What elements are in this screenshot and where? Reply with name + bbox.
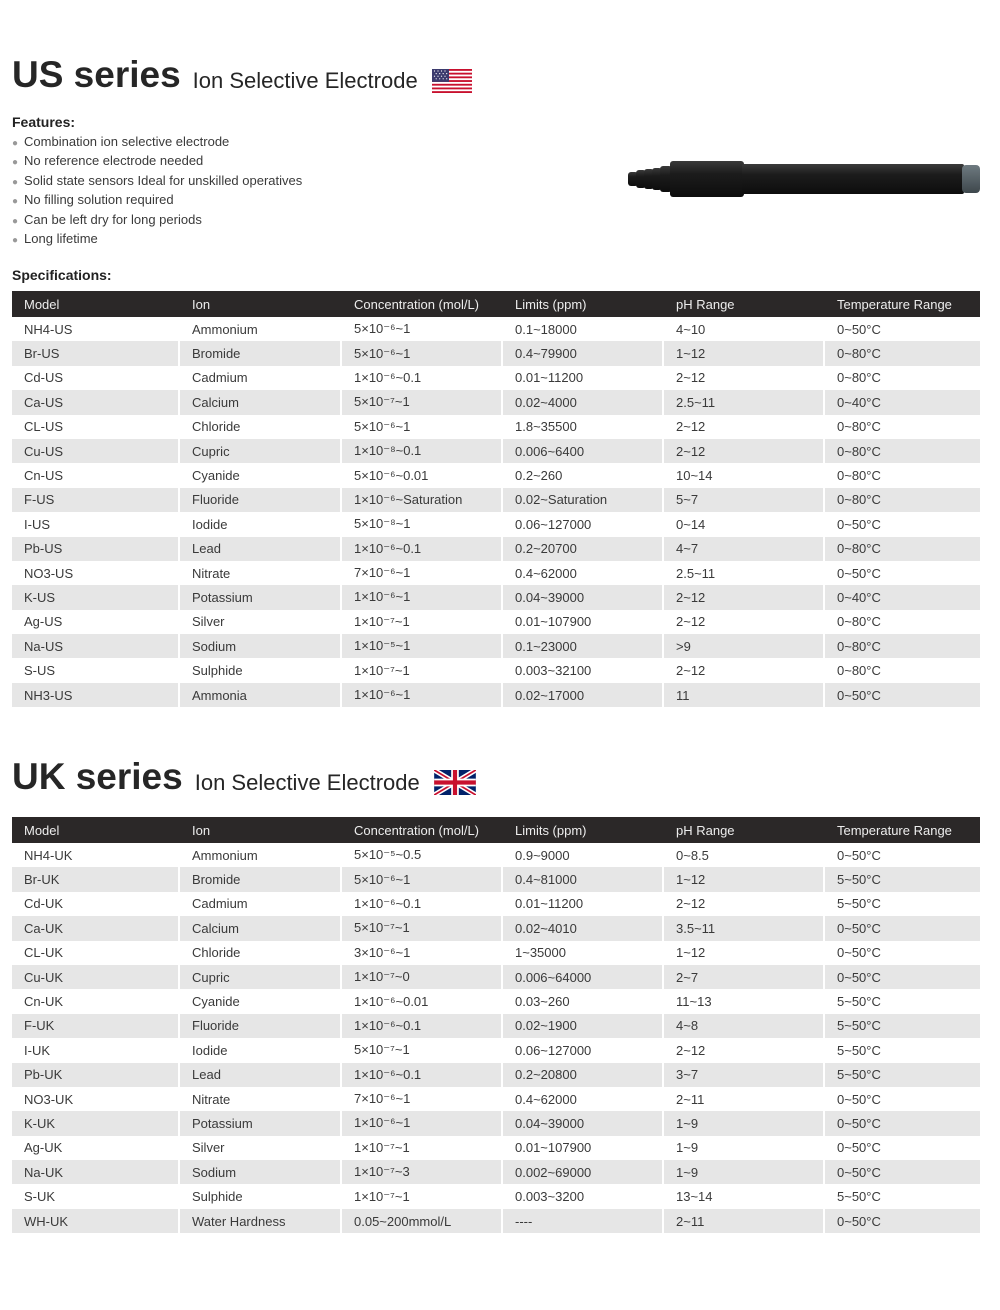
table-row (12, 366, 980, 390)
model-cell: K-UK (12, 1111, 180, 1135)
ion-cell: Potassium (180, 1111, 342, 1135)
model-cell: NH4-UK (12, 843, 180, 867)
ion-cell: Nitrate (180, 1087, 342, 1111)
ph-range-cell: 4~7 (664, 537, 825, 561)
column-header: Ion (180, 291, 342, 317)
ph-range-cell: 10~14 (664, 463, 825, 487)
table-row (12, 488, 980, 512)
table-row (12, 439, 980, 463)
ph-range-cell: 1~12 (664, 941, 825, 965)
ph-range-cell: 13~14 (664, 1184, 825, 1208)
column-header: Ion (180, 817, 342, 843)
model-cell: NH3-US (12, 683, 180, 707)
temperature-range-cell: 0~80°C (825, 488, 980, 512)
concentration-cell: 5×10⁻⁶~1 (342, 317, 503, 341)
bullet-icon: ● (12, 157, 19, 169)
feature-item (12, 210, 302, 229)
limits-cell: 0.003~32100 (503, 658, 664, 682)
temperature-range-cell: 0~80°C (837, 663, 881, 679)
ion-cell: Sulphide (180, 658, 342, 682)
model-cell: Pb-US (12, 537, 180, 561)
limits-cell: 0.1~18000 (503, 317, 664, 341)
model-cell: CL-US (12, 415, 180, 439)
table-row (12, 561, 980, 585)
model-cell: I-US (12, 512, 180, 536)
limits-cell: 0.01~107900 (503, 1136, 664, 1160)
model-cell: Br-UK (12, 867, 180, 891)
table-row (12, 1184, 980, 1208)
ph-range-cell: 2~12 (664, 658, 825, 682)
temperature-range-cell: 0~50°C (837, 945, 881, 961)
ion-cell: Water Hardness (180, 1209, 342, 1233)
ion-cell: Nitrate (180, 561, 342, 585)
concentration-cell: 5×10⁻⁷~1 (342, 390, 503, 414)
table-row (12, 843, 980, 867)
table-row (12, 1063, 980, 1087)
column-header: pH Range (664, 291, 825, 317)
limits-cell: 0.06~127000 (503, 1038, 664, 1062)
model-cell: F-US (12, 488, 180, 512)
temperature-range-cell: 0~50°C (825, 1160, 980, 1184)
model-cell: S-US (12, 658, 180, 682)
table-row (12, 892, 980, 916)
limits-cell: 0.006~6400 (503, 439, 664, 463)
concentration-cell: 3×10⁻⁶~1 (342, 941, 503, 965)
limits-cell: 0.4~81000 (503, 867, 664, 891)
limits-cell: 0.2~260 (503, 463, 664, 487)
concentration-cell: 7×10⁻⁶~1 (342, 561, 503, 585)
concentration-cell: 1×10⁻⁸~0.1 (342, 439, 503, 463)
concentration-cell: 1×10⁻⁶~1 (342, 1111, 503, 1135)
temperature-range-cell: 0~50°C (837, 565, 881, 581)
model-cell: Cu-UK (12, 965, 180, 989)
model-cell: NO3-US (12, 561, 180, 585)
concentration-cell: 5×10⁻⁷~1 (342, 1038, 503, 1062)
concentration-cell: 5×10⁻⁵~0.5 (342, 843, 503, 867)
temperature-range-cell: 5~50°C (837, 994, 881, 1010)
ph-range-cell: 4~10 (664, 317, 825, 341)
column-header: Concentration (mol/L) (342, 291, 503, 317)
ph-range-cell: 2~12 (664, 892, 825, 916)
concentration-cell: 1×10⁻⁵~1 (342, 634, 503, 658)
ph-range-cell: 1~9 (664, 1111, 825, 1135)
temperature-range-cell: 0~80°C (837, 370, 881, 386)
feature-text: No reference electrode needed (24, 153, 204, 169)
feature-item (12, 151, 302, 170)
table-row (12, 1014, 980, 1038)
us-table-body (12, 317, 980, 707)
ph-range-cell: >9 (664, 634, 825, 658)
temperature-range-cell: 0~50°C (825, 1209, 980, 1233)
temperature-range-cell: 0~80°C (825, 439, 980, 463)
uk-series-subtitle: Ion Selective Electrode (194, 770, 420, 795)
temperature-range-cell: 0~80°C (825, 537, 980, 561)
ph-range-cell: 2~12 (664, 610, 825, 634)
table-row (12, 390, 980, 414)
ph-range-cell: 5~7 (664, 488, 825, 512)
table-header-row (12, 291, 980, 317)
limits-cell: 0.006~64000 (503, 965, 664, 989)
ion-cell: Lead (180, 1063, 342, 1087)
ph-range-cell: 2~12 (664, 366, 825, 390)
ion-cell: Calcium (180, 916, 342, 940)
table-row (12, 1209, 980, 1233)
table-row (12, 941, 980, 965)
concentration-cell: 1×10⁻⁶~0.1 (342, 1063, 503, 1087)
temperature-range-cell: 0~50°C (825, 683, 980, 707)
us-flag-icon (432, 69, 472, 93)
ph-range-cell: 0~8.5 (664, 843, 825, 867)
ph-range-cell: 2~12 (664, 585, 825, 609)
feature-item (12, 229, 302, 248)
model-cell: Cd-UK (12, 892, 180, 916)
limits-cell: 0.2~20800 (503, 1063, 664, 1087)
temperature-range-cell: 0~50°C (837, 1091, 881, 1107)
column-header: Limits (ppm) (503, 291, 664, 317)
limits-cell: 0.04~39000 (503, 1111, 664, 1135)
limits-cell: 0.02~4010 (503, 916, 664, 940)
model-cell: Cn-US (12, 463, 180, 487)
ion-cell: Chloride (180, 941, 342, 965)
model-cell: Na-US (12, 634, 180, 658)
table-row (12, 1160, 980, 1184)
model-cell: Cu-US (12, 439, 180, 463)
ion-cell: Cyanide (180, 463, 342, 487)
uk-series-heading (12, 758, 476, 795)
table-row (12, 1111, 980, 1135)
table-row (12, 317, 980, 341)
model-cell: Pb-UK (12, 1063, 180, 1087)
temperature-range-cell: 0~50°C (837, 516, 881, 532)
model-cell: Cd-US (12, 366, 180, 390)
ion-cell: Iodide (180, 1038, 342, 1062)
feature-item (12, 190, 302, 209)
ion-cell: Fluoride (180, 488, 342, 512)
table-row (12, 463, 980, 487)
features-list (12, 132, 302, 248)
limits-cell: 0.06~127000 (503, 512, 664, 536)
bullet-icon: ● (12, 234, 19, 246)
model-cell: NO3-UK (12, 1087, 180, 1111)
ion-cell: Ammonium (180, 317, 342, 341)
temperature-range-cell: 0~50°C (825, 1111, 980, 1135)
limits-cell: 0.002~69000 (503, 1160, 664, 1184)
temperature-range-cell: 5~50°C (837, 1189, 881, 1205)
ph-range-cell: 2~7 (664, 965, 825, 989)
concentration-cell: 5×10⁻⁸~1 (342, 512, 503, 536)
limits-cell: 0.01~11200 (503, 892, 664, 916)
ph-range-cell: 1~9 (664, 1136, 825, 1160)
model-cell: Cn-UK (12, 989, 180, 1013)
table-row (12, 916, 980, 940)
limits-cell: 0.02~17000 (503, 683, 664, 707)
concentration-cell: 1×10⁻⁶~Saturation (342, 488, 503, 512)
column-header: Model (12, 291, 180, 317)
limits-cell: 0.4~62000 (503, 561, 664, 585)
column-header: Temperature Range (825, 817, 980, 843)
table-row (12, 965, 980, 989)
ion-cell: Sodium (180, 634, 342, 658)
ph-range-cell: 1~9 (664, 1160, 825, 1184)
concentration-cell: 1×10⁻⁶~1 (342, 585, 503, 609)
feature-text: Solid state sensors Ideal for unskilled operatives (24, 172, 303, 188)
limits-cell: 0.1~23000 (503, 634, 664, 658)
limits-cell: 0.02~Saturation (503, 488, 664, 512)
ion-cell: Cyanide (180, 989, 342, 1013)
temperature-range-cell: 0~50°C (825, 916, 980, 940)
ion-cell: Calcium (180, 390, 342, 414)
table-row (12, 634, 980, 658)
table-row (12, 512, 980, 536)
table-row (12, 537, 980, 561)
temperature-range-cell: 5~50°C (837, 1042, 881, 1058)
column-header: Temperature Range (825, 291, 980, 317)
specifications-title: Specifications: (12, 267, 112, 283)
features-section (12, 114, 302, 248)
model-cell: S-UK (12, 1184, 180, 1208)
concentration-cell: 1×10⁻⁷~1 (342, 610, 503, 634)
table-row (12, 585, 980, 609)
uk-series-title: UK series (12, 756, 183, 797)
feature-text: Long lifetime (24, 230, 98, 246)
ion-cell: Ammonia (180, 683, 342, 707)
uk-table-body (12, 843, 980, 1233)
ion-cell: Chloride (180, 415, 342, 439)
ph-range-cell: 1~12 (664, 867, 825, 891)
ph-range-cell: 11~13 (664, 989, 825, 1013)
limits-cell: 0.02~4000 (503, 390, 664, 414)
table-row (12, 1136, 980, 1160)
temperature-range-cell: 0~80°C (825, 634, 980, 658)
ion-cell: Sulphide (180, 1184, 342, 1208)
temperature-range-cell: 5~50°C (825, 867, 980, 891)
ion-cell: Iodide (180, 512, 342, 536)
feature-text: No filling solution required (24, 192, 174, 208)
ph-range-cell: 2~12 (664, 439, 825, 463)
bullet-icon: ● (12, 215, 19, 227)
electrode-probe-image (628, 150, 980, 210)
concentration-cell: 1×10⁻⁶~0.01 (342, 989, 503, 1013)
ion-cell: Ammonium (180, 843, 342, 867)
table-row (12, 683, 980, 707)
concentration-cell: 1×10⁻⁷~1 (342, 1136, 503, 1160)
ph-range-cell: 2~11 (664, 1087, 825, 1111)
ph-range-cell: 0~14 (664, 512, 825, 536)
limits-cell: 0.01~11200 (503, 366, 664, 390)
bullet-icon: ● (12, 176, 19, 188)
us-series-title: US series (12, 54, 181, 95)
ph-range-cell: 2~12 (664, 1038, 825, 1062)
limits-cell: 0.4~62000 (503, 1087, 664, 1111)
model-cell: Ca-UK (12, 916, 180, 940)
ph-range-cell: 2.5~11 (664, 561, 825, 585)
ph-range-cell: 4~8 (664, 1014, 825, 1038)
temperature-range-cell: 0~80°C (837, 419, 881, 435)
feature-text: Can be left dry for long periods (24, 211, 202, 227)
temperature-range-cell: 0~50°C (837, 847, 881, 863)
ph-range-cell: 1~12 (664, 341, 825, 365)
feature-item (12, 132, 302, 151)
model-cell: I-UK (12, 1038, 180, 1062)
uk-flag-icon (434, 770, 476, 795)
limits-cell: 0.9~9000 (503, 843, 664, 867)
limits-cell: ---- (503, 1209, 664, 1233)
uk-spec-table (12, 817, 980, 1233)
concentration-cell: 1×10⁻⁶~0.1 (342, 537, 503, 561)
limits-cell: 0.2~20700 (503, 537, 664, 561)
limits-cell: 0.04~39000 (503, 585, 664, 609)
concentration-cell: 7×10⁻⁶~1 (342, 1087, 503, 1111)
model-cell: WH-UK (12, 1209, 180, 1233)
concentration-cell: 5×10⁻⁶~1 (342, 867, 503, 891)
concentration-cell: 1×10⁻⁷~1 (342, 658, 503, 682)
limits-cell: 0.02~1900 (503, 1014, 664, 1038)
model-cell: K-US (12, 585, 180, 609)
limits-cell: 1~35000 (503, 941, 664, 965)
model-cell: F-UK (12, 1014, 180, 1038)
limits-cell: 0.01~107900 (503, 610, 664, 634)
concentration-cell: 5×10⁻⁶~0.01 (342, 463, 503, 487)
table-row (12, 1087, 980, 1111)
temperature-range-cell: 0~40°C (825, 390, 980, 414)
table-row (12, 341, 980, 365)
ion-cell: Sodium (180, 1160, 342, 1184)
ion-cell: Cupric (180, 439, 342, 463)
table-row (12, 867, 980, 891)
ph-range-cell: 2~11 (664, 1209, 825, 1233)
ion-cell: Silver (180, 610, 342, 634)
model-cell: Ag-US (12, 610, 180, 634)
table-row (12, 415, 980, 439)
ion-cell: Cadmium (180, 892, 342, 916)
temperature-range-cell: 0~80°C (837, 468, 881, 484)
column-header: pH Range (664, 817, 825, 843)
ion-cell: Potassium (180, 585, 342, 609)
table-row (12, 658, 980, 682)
concentration-cell: 1×10⁻⁶~0.1 (342, 1014, 503, 1038)
concentration-cell: 1×10⁻⁶~1 (342, 683, 503, 707)
model-cell: Ca-US (12, 390, 180, 414)
ion-cell: Bromide (180, 341, 342, 365)
table-row (12, 610, 980, 634)
ion-cell: Cadmium (180, 366, 342, 390)
limits-cell: 1.8~35500 (503, 415, 664, 439)
feature-text: Combination ion selective electrode (24, 134, 230, 149)
concentration-cell: 1×10⁻⁷~3 (342, 1160, 503, 1184)
ion-cell: Fluoride (180, 1014, 342, 1038)
ion-cell: Cupric (180, 965, 342, 989)
ph-range-cell: 3.5~11 (664, 916, 825, 940)
bullet-icon: ● (12, 138, 19, 149)
us-spec-table (12, 291, 980, 707)
column-header: Concentration (mol/L) (342, 817, 503, 843)
temperature-range-cell: 0~50°C (837, 321, 881, 337)
temperature-range-cell: 0~50°C (837, 1140, 881, 1156)
ion-cell: Silver (180, 1136, 342, 1160)
concentration-cell: 1×10⁻⁷~0 (342, 965, 503, 989)
temperature-range-cell: 5~50°C (825, 1014, 980, 1038)
table-row (12, 1038, 980, 1062)
temperature-range-cell: 5~50°C (837, 896, 881, 912)
us-series-subtitle: Ion Selective Electrode (192, 68, 418, 93)
ph-range-cell: 2.5~11 (664, 390, 825, 414)
bullet-icon: ● (12, 196, 19, 208)
temperature-range-cell: 0~40°C (825, 585, 980, 609)
concentration-cell: 0.05~200mmol/L (342, 1209, 503, 1233)
temperature-range-cell: 5~50°C (825, 1063, 980, 1087)
concentration-cell: 1×10⁻⁶~0.1 (342, 892, 503, 916)
features-title: Features: (12, 114, 76, 130)
table-row (12, 989, 980, 1013)
ph-range-cell: 11 (664, 683, 825, 707)
concentration-cell: 5×10⁻⁶~1 (342, 341, 503, 365)
model-cell: Na-UK (12, 1160, 180, 1184)
concentration-cell: 5×10⁻⁶~1 (342, 415, 503, 439)
ion-cell: Bromide (180, 867, 342, 891)
model-cell: CL-UK (12, 941, 180, 965)
model-cell: Ag-UK (12, 1136, 180, 1160)
model-cell: NH4-US (12, 317, 180, 341)
column-header: Model (12, 817, 180, 843)
column-header: Limits (ppm) (503, 817, 664, 843)
concentration-cell: 5×10⁻⁷~1 (342, 916, 503, 940)
limits-cell: 0.003~3200 (503, 1184, 664, 1208)
ph-range-cell: 2~12 (664, 415, 825, 439)
temperature-range-cell: 0~80°C (837, 614, 881, 630)
ph-range-cell: 3~7 (664, 1063, 825, 1087)
table-header-row (12, 817, 980, 843)
limits-cell: 0.4~79900 (503, 341, 664, 365)
ion-cell: Lead (180, 537, 342, 561)
concentration-cell: 1×10⁻⁷~1 (342, 1184, 503, 1208)
us-series-heading (12, 56, 472, 93)
temperature-range-cell: 0~80°C (825, 341, 980, 365)
concentration-cell: 1×10⁻⁶~0.1 (342, 366, 503, 390)
limits-cell: 0.03~260 (503, 989, 664, 1013)
temperature-range-cell: 0~50°C (825, 965, 980, 989)
feature-item (12, 171, 302, 190)
model-cell: Br-US (12, 341, 180, 365)
